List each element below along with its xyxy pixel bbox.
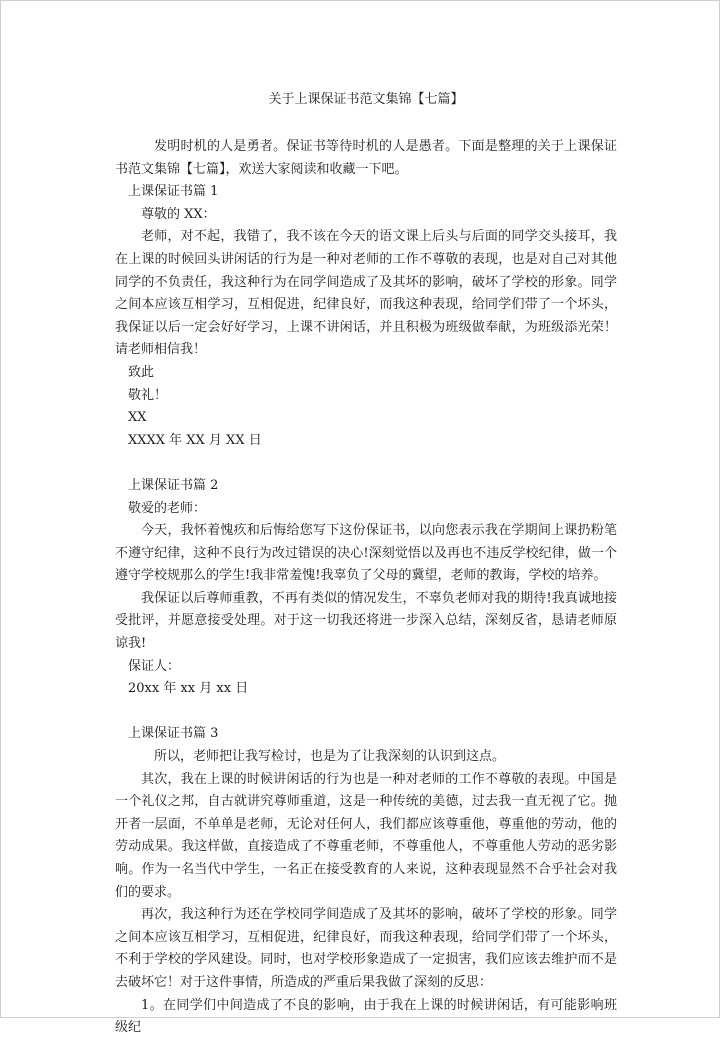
section-3 [115, 723, 617, 1039]
section-2 [115, 475, 617, 701]
section-heading: 上课保证书篇 3 [128, 726, 219, 742]
blank-line [115, 452, 617, 475]
signer-label: 保证人： [128, 658, 181, 674]
document-title: 关于上课保证书范文集锦【七篇】 [268, 92, 464, 107]
closing-line: 致此 [128, 364, 155, 380]
closing-line: 敬礼！ [128, 387, 168, 403]
section-1 [115, 181, 617, 452]
salutation: 敬爱的老师： [128, 500, 207, 516]
document-body [115, 89, 617, 1040]
body-paragraph: 所以，老师把让我写检讨，也是为了让我深刻的认识到这点。 [154, 749, 506, 765]
signature-date: 20xx 年 xx 月 xx 日 [128, 681, 249, 697]
section-heading: 上课保证书篇 1 [128, 184, 219, 200]
salutation: 尊敬的 XX： [141, 206, 216, 222]
body-paragraph: 我保证以后尊师重教，不再有类似的情况发生，不辜负老师对我的期待!我真诚地接受批评，并愿意接受处理。对于这一切我还将进一步深入总结，深刻反省，恳请老师原谅我! [115, 590, 617, 652]
body-paragraph: 其次，我在上课的时候讲闲话的行为也是一种对老师的工作不尊敬的表现。中国是一个礼仪之邦，自古就讲究尊师重道，这是一种传统的美德，过去我一直无视了它。抛开者一层面，不单单是老师，无论对任何人，我们都应该尊重他，尊重他的劳动，他的劳动成果。我这样做，直接造成了不尊重老师，不尊重他人，不尊重他人劳动的恶劣影响。作为一名当代中学生，一名正在接受教育的人来说，这种表现显然不合乎社会对我们的要求。 [115, 771, 617, 900]
signature-date: XXXX 年 XX 月 XX 日 [128, 432, 262, 448]
signer-name: XX [128, 410, 147, 426]
body-paragraph: 今天，我怀着愧疚和后悔给您写下这份保证书，以向您表示我在学期间上课扔粉笔不遵守纪律，这种不良行为改过错误的决心!深刻觉悟以及再也不违反学校纪律，做一个遵守学校规那么的学生!我非常羞愧!我辜负了父母的冀望，老师的教诲，学校的培养。 [115, 523, 617, 584]
body-paragraph: 老师，对不起，我错了，我不该在今天的语文课上后头与后面的同学交头接耳，我在上课的时候回头讲闲话的行为是一种对老师的工作不尊敬的表现，也是对自己对其他同学的不负责任，我这种行为在同学间造成了及其坏的影响，破坏了学校的形象。同学之间本应该互相学习，互相促进，纪律良好，而我这种表现，给同学们带了一个坏头，我保证以后一定会好好学习，上课不讲闲话，并且积极为班级做奉献，为班级添光荣！请老师相信我！ [115, 229, 617, 358]
intro-paragraph: 发明时机的人是勇者。保证书等待时机的人是愚者。下面是整理的关于上课保证书范文集锦【七篇】，欢送大家阅读和收藏一下吧。 [115, 139, 617, 177]
body-paragraph: 1。在同学们中间造成了不良的影响，由于我在上课的时候讲闲话，有可能影响班级纪 [115, 997, 617, 1036]
blank-line [115, 701, 617, 724]
section-heading: 上课保证书篇 2 [128, 477, 219, 493]
body-paragraph: 再次，我这种行为还在学校同学间造成了及其坏的影响，破坏了学校的形象。同学之间本应该互相学习，互相促进，纪律良好，而我这种表现，给同学们带了一个坏头，不利于学校的学风建设。同时，也对学校形象造成了一定损害，我们应该去维护而不是去破坏它！对于这件事情，所造成的严重后果我做了深刻的反思： [115, 907, 617, 990]
